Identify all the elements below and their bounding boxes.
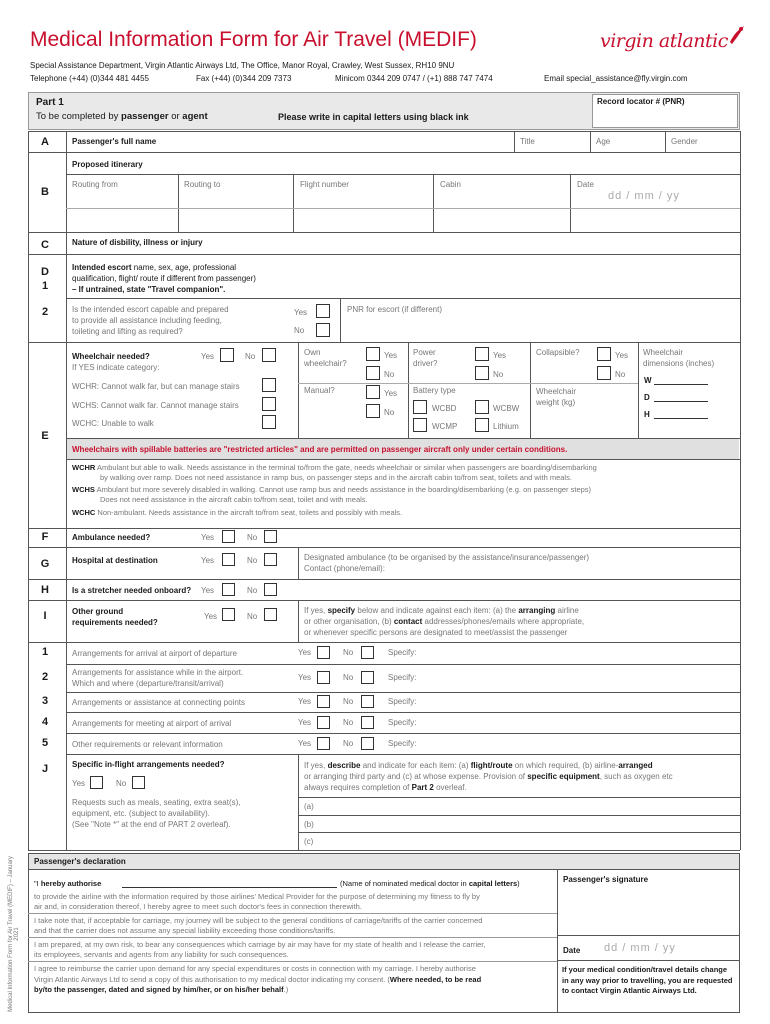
inflight-c-field[interactable] [318, 833, 738, 849]
age-field[interactable]: Age [596, 137, 611, 146]
ground-row-no-checkbox[interactable] [361, 646, 374, 659]
wchr-checkbox[interactable] [262, 378, 276, 392]
collapsible-label: Collapsible? [536, 348, 580, 357]
inflight-inst-1b: describe [327, 761, 361, 770]
ground-row-number: 2 [41, 671, 49, 683]
ground-row-no-label: No [343, 697, 354, 706]
collapsible-no-checkbox[interactable] [597, 366, 611, 380]
ground-row-number: 1 [41, 646, 49, 658]
ground-row-yes-checkbox[interactable] [317, 646, 330, 659]
section-d2-number: 2 [41, 306, 49, 318]
ground-row-yes-checkbox[interactable] [317, 695, 330, 708]
ground-req-1: Other ground [72, 607, 124, 616]
flight-number-label: Flight number [300, 180, 349, 189]
notice-2: in any way prior to travelling, you are requested [562, 975, 733, 985]
passenger-name-label: Passenger's full name [72, 137, 157, 146]
passenger-name-field[interactable] [66, 132, 514, 152]
decl-p2-1: I take note that, if acceptable for carriage, my journey will be subject to the general conditions of carriage/tariffs of the carrier concerned [34, 916, 483, 925]
ground-row-label [72, 648, 237, 659]
ground-inst-1d: arranging [518, 606, 556, 615]
ground-row-specify-field[interactable] [422, 665, 738, 691]
section-c-letter: C [41, 239, 49, 251]
subtitle-text: To be completed by [36, 111, 122, 122]
ground-row-specify-field[interactable] [422, 693, 738, 711]
wheelchair-needed-label: Wheelchair needed? [72, 352, 150, 361]
driver-word: driver? [413, 359, 438, 368]
gender-field[interactable]: Gender [671, 137, 698, 146]
inflight-b-label: (b) [304, 820, 314, 829]
inflight-b-field[interactable] [318, 816, 738, 832]
wcbw-checkbox[interactable] [475, 400, 489, 414]
escort-yes-label: Yes [294, 308, 308, 317]
decl-p3-1: I am prepared, at my own risk, to bear any consequences which carriage by air may have for my state of health and I release the carrier, [34, 940, 486, 949]
hospital-label: Hospital at destination [72, 556, 158, 565]
escort-pnr-field[interactable] [341, 316, 738, 340]
authorise-bold: hereby authorise [40, 879, 102, 888]
wchs-definition [72, 485, 732, 505]
ground-inst-1a: If yes, [304, 606, 328, 615]
ground-row-text: Arrangements for assistance while in the airport. [72, 668, 244, 677]
manual-no-checkbox[interactable] [366, 404, 380, 418]
inflight-inst-1a: If yes, [304, 761, 328, 770]
signature-label: Passenger's signature [563, 875, 649, 884]
wchs-option: WCHS: Cannot walk far. Cannot manage stairs [72, 401, 239, 410]
manual-label: Manual? [304, 386, 335, 395]
wchc-code: WCHC [72, 508, 96, 517]
inflight-inst-1f: arranged [618, 761, 653, 770]
dims-word-1: Wheelchair [643, 348, 684, 357]
part1-subtitle [36, 111, 208, 122]
stretcher-yes-checkbox[interactable] [222, 583, 235, 596]
ground-row-left-rule [66, 733, 67, 754]
authorise-pre: "I [34, 879, 41, 888]
inflight-inst-2b: specific equipment [527, 772, 600, 781]
wchc-checkbox[interactable] [262, 415, 276, 429]
ground-inst-1e: airline [555, 606, 579, 615]
signature-field[interactable] [558, 886, 739, 934]
contact-text: Contact (phone/email): [304, 564, 385, 573]
dim-w-field[interactable] [654, 384, 708, 385]
hospital-yes-label: Yes [201, 556, 215, 565]
escort-desc: name, sex, age, professional [131, 263, 237, 272]
escort-pnr-label: PNR for escort (if different) [347, 305, 442, 314]
spillable-battery-text: Wheelchairs with spillable batteries are "restricted articles" and are permitted on passenger aircraft only under certain conditions. [72, 445, 568, 454]
inflight-c-label: (c) [304, 837, 314, 846]
wchs-def-2: Does not need assistance in the aircraft cabin to/from seat, toilet and with meals. [100, 495, 368, 504]
decl-p1-1: to provide the airline with the information required by those airlines' Medical Provider for the purpose of determining my fitness to fly by [34, 892, 480, 901]
wchc-def-1: Non-ambulant. Needs assistance in the aircraft to/from seat, toilets and possibly with meals. [97, 508, 403, 517]
hospital-no-checkbox[interactable] [264, 553, 277, 566]
ground-inst-1b: specify [327, 606, 356, 615]
dim-w-label: W [644, 376, 652, 385]
power-yes-checkbox[interactable] [475, 347, 489, 361]
section-a-letter: A [41, 136, 49, 148]
power-no-checkbox[interactable] [475, 366, 489, 380]
inflight-label: Specific in-flight arrangements needed? [72, 760, 225, 769]
ground-row-yes-label: Yes [298, 717, 312, 727]
itinerary-row-2[interactable] [67, 210, 739, 230]
power-yes-label: Yes [493, 351, 507, 360]
ground-inst-1c: below and indicate against each item: (a) the [355, 606, 519, 615]
authorise-post [340, 879, 520, 888]
designated-text: Designated ambulance (to be organised by the assistance/insurance/passenger) [304, 553, 590, 562]
itinerary-row-1[interactable] [67, 188, 739, 207]
ground-row-divider [66, 754, 740, 755]
agent-word: agent [182, 111, 208, 122]
declaration-title: Passenger's declaration [34, 857, 126, 866]
stretcher-label: Is a stretcher needed onboard? [72, 586, 192, 595]
wheelchair-no-checkbox[interactable] [262, 348, 276, 362]
wheelchair-no-label: No [245, 352, 256, 361]
escort-label [72, 262, 312, 295]
wchr-definition [72, 463, 732, 483]
wheelchair-q-word: wheelchair? [304, 359, 347, 368]
ground-inst-2b: contact [393, 617, 423, 626]
ground-row-no-label: No [343, 738, 354, 748]
declaration-paragraph-3 [34, 940, 556, 960]
escort-yes-checkbox[interactable] [316, 304, 330, 318]
authorise-post-end: ) [517, 879, 520, 888]
inflight-inst-1d: flight/route [470, 761, 513, 770]
declaration-paragraph-1 [34, 892, 556, 912]
dim-d-label: D [644, 393, 650, 402]
record-locator-label: Record locator # (PNR) [597, 97, 685, 106]
section-d1-letter: D 1 [41, 266, 49, 292]
collapsible-no-label: No [615, 370, 626, 379]
ground-row-yes-label: Yes [298, 697, 312, 706]
inflight-inst-3c: overleaf. [433, 783, 467, 792]
wcbd-label: WCBD [432, 404, 457, 413]
ground-row-number: 3 [41, 695, 49, 707]
inflight-requests [72, 797, 241, 830]
hospital-yes-checkbox[interactable] [222, 553, 235, 566]
ground-row-specify-field[interactable] [422, 643, 738, 663]
inflight-instructions [304, 760, 738, 793]
date-label: Date [577, 180, 594, 189]
manual-no-label: No [384, 408, 395, 417]
fax: Fax (+44) (0)344 209 7373 [196, 74, 292, 83]
passenger-word: passenger [121, 111, 169, 122]
inflight-req-3: (See "Note *" at the end of PART 2 overleaf). [72, 820, 231, 829]
ground-row-yes-checkbox[interactable] [317, 716, 330, 729]
part1-title: Part 1 [36, 97, 64, 108]
ground-row-text: Arrangements for meeting at airport of arrival [72, 718, 232, 728]
stretcher-no-checkbox[interactable] [264, 583, 277, 596]
ground-row-yes-label: Yes [298, 738, 312, 748]
cabin-label: Cabin [440, 180, 461, 189]
decl-p2-2: and that the carrier does not assume any special liability exceeding those conditions/tariffs. [34, 926, 336, 935]
dims-word-2: dimensions (inches) [643, 359, 715, 368]
dimensions-label [643, 347, 714, 369]
escort-desc-2: qualification, flight/ route if different from passenger) [72, 274, 256, 283]
escort-no-checkbox[interactable] [316, 323, 330, 337]
inflight-req-2: equipment, etc. (subject to availability). [72, 809, 210, 818]
ground-row-specify-field[interactable] [422, 713, 738, 732]
ground-row-no-checkbox[interactable] [361, 671, 374, 684]
inflight-inst-1c: and indicate for each item: (a) [360, 761, 471, 770]
collapsible-yes-label: Yes [615, 351, 629, 360]
authorise-post-pre: (Name of nominated medical doctor in [340, 879, 469, 888]
power-word: Power [413, 348, 436, 357]
escort-field[interactable] [320, 256, 738, 296]
inflight-a-label: (a) [304, 802, 314, 811]
wchr-def-2: by walking over ramp. Does not need assistance in ramp bus, on passenger steps and in the aircraft cabin to/from seat, toilets and with meals. [100, 473, 572, 482]
own-word: Own [304, 348, 321, 357]
ground-inst-2c: addresses/phones/emails where appropriate, [422, 617, 585, 626]
inflight-inst-2a: or arranging third party and (c) at whose expense. Provision of [304, 772, 528, 781]
decl-p4-2b: Where needed, to be read [389, 974, 482, 984]
wchs-def-1: Ambulant but more severely disabled in walking. Cannot use ramp bus and needs assistance in the boarding/disembarking (e.g. on passenger steps) [96, 485, 592, 494]
section-j-letter: J [41, 763, 49, 775]
ground-instructions [304, 605, 736, 638]
manual-yes-checkbox[interactable] [366, 385, 380, 399]
doctor-name-field[interactable] [122, 887, 337, 888]
wheelchair-yes-checkbox[interactable] [220, 348, 234, 362]
ground-row-yes-label: Yes [298, 648, 312, 657]
wchr-option: WCHR: Cannot walk far, but can manage stairs [72, 382, 240, 391]
ambulance-no-checkbox[interactable] [264, 530, 277, 543]
declaration-date-field[interactable]: dd / mm / yy [604, 942, 676, 954]
inflight-yes-label: Yes [72, 779, 86, 788]
itinerary-date-field-1[interactable]: dd / mm / yy [608, 190, 680, 202]
ground-no-label: No [247, 612, 258, 621]
escort-capable-question [72, 304, 229, 337]
wcmp-checkbox[interactable] [413, 418, 427, 432]
ground-row-yes-label: Yes [298, 673, 312, 682]
own-wheelchair-yes-checkbox[interactable] [366, 347, 380, 361]
wchr-def-1: Ambulant but able to walk. Needs assistance in the terminal to/from the gate, needs wheelchair or similar when passengers are boarding/disembarking [97, 463, 597, 472]
wchs-code: WCHS [72, 485, 95, 494]
decl-p4-3-end: .) [283, 985, 289, 994]
escort-no-label: No [294, 326, 305, 335]
ground-no-checkbox[interactable] [264, 608, 277, 621]
hospital-no-label: No [247, 556, 258, 565]
dim-h-label: H [644, 410, 650, 419]
routing-to-label: Routing to [184, 180, 221, 189]
ground-row-left-rule [66, 712, 67, 733]
wchs-checkbox[interactable] [262, 397, 276, 411]
power-no-label: No [493, 370, 504, 379]
ground-row-no-checkbox[interactable] [361, 695, 374, 708]
email: Email special_assistance@fly.virgin.com [544, 74, 688, 83]
decl-p3-2: its employees, servants and agents from any liability for such consequences. [34, 950, 289, 959]
inflight-inst-3a: always requires completion of [304, 783, 412, 792]
routing-from-label: Routing from [72, 180, 118, 189]
own-wheelchair-label [304, 347, 347, 369]
inflight-a-field[interactable] [318, 798, 738, 815]
escort-q-3: toileting and lifting as required? [72, 327, 183, 336]
ambulance-label: Ambulance needed? [72, 533, 151, 542]
inflight-inst-2c: , such as oxygen etc [599, 772, 673, 781]
section-i-letter: I [43, 610, 47, 622]
ambulance-contact-field[interactable] [400, 562, 738, 577]
weight-word-2: weight (kg) [536, 398, 576, 407]
ground-req-2: requirements needed? [72, 618, 158, 627]
change-notice [562, 965, 738, 997]
ground-row-no-checkbox[interactable] [361, 716, 374, 729]
disability-field[interactable] [240, 233, 738, 253]
authorise-post-bold: capital letters [468, 879, 518, 888]
ground-row-text-2: Which and where (departure/transit/arrival) [72, 679, 224, 688]
ground-row-no-label: No [343, 673, 354, 682]
wcbd-checkbox[interactable] [413, 400, 427, 414]
ground-row-specify-label: Specify: [388, 738, 417, 748]
section-b-letter: B [41, 186, 49, 198]
ground-yes-label: Yes [204, 612, 218, 621]
decl-p4-1: I agree to reimburse the carrier upon demand for any special expenditures or costs in connection with my carriage. I hereby authorise [34, 964, 476, 973]
ground-row-label [72, 739, 223, 750]
own-wheelchair-no-checkbox[interactable] [366, 366, 380, 380]
ground-row-no-checkbox[interactable] [361, 737, 374, 750]
inflight-no-checkbox[interactable] [132, 776, 145, 789]
power-driver-label [413, 347, 437, 369]
ground-row-text: Arrangements for arrival at airport of departure [72, 649, 237, 658]
decl-p4-3: by/to the passenger, dated and signed by him/her, or on his/her behalf [34, 985, 284, 994]
side-form-id: Medical Information Form for Air Travel (MEDIF) – January 2021 [8, 856, 20, 1012]
itinerary-label: Proposed itinerary [72, 160, 143, 169]
escort-q-1: Is the intended escort capable and prepared [72, 305, 229, 314]
wheelchair-weight-label [536, 386, 576, 408]
virgin-atlantic-logo [598, 24, 748, 56]
ground-row-no-label: No [343, 648, 354, 657]
wcmp-label: WCMP [432, 422, 458, 431]
wcbw-label: WCBW [493, 404, 520, 413]
ambulance-yes-label: Yes [201, 533, 215, 542]
ground-row-label [72, 697, 245, 708]
stretcher-yes-label: Yes [201, 586, 215, 595]
wchc-definition [72, 508, 732, 517]
inflight-yes-checkbox[interactable] [90, 776, 103, 789]
declaration-paragraph-2 [34, 916, 556, 936]
ground-row-left-rule [66, 642, 67, 664]
disability-label: Nature of disbility, illness or injury [72, 238, 203, 247]
notice-3: to contact Virgin Atlantic Airways Ltd. [562, 986, 697, 995]
ground-requirements-label [72, 606, 158, 628]
ground-inst-3: or whenever specific persons are designated to meet/assist the passenger [304, 628, 568, 637]
ground-row-left-rule [66, 664, 67, 692]
stretcher-no-label: No [247, 586, 258, 595]
ground-row-left-rule [66, 692, 67, 712]
minicom: Minicom 0344 209 0747 / (+1) 888 747 7474 [335, 74, 493, 83]
capital-letters-note: Please write in capital letters using black ink [278, 112, 469, 122]
decl-p1-2: air and, in consideration thereof, I hereby agree to meet such doctor's fees in connection therewith. [34, 902, 362, 911]
lithium-checkbox[interactable] [475, 418, 489, 432]
inflight-inst-3b: Part 2 [411, 783, 434, 792]
wchc-option: WCHC: Unable to walk [72, 419, 154, 428]
dim-h-field[interactable] [654, 418, 708, 419]
own-wheelchair-no-label: No [384, 370, 395, 379]
declaration-header [29, 854, 739, 869]
ground-inst-2a: or other organisation, (b) [304, 617, 394, 626]
ground-row-label [72, 718, 231, 729]
manual-yes-label: Yes [384, 389, 398, 398]
section-g-letter: G [40, 558, 50, 570]
notice-1: If your medical condition/travel details change [562, 965, 728, 974]
weight-word-1: Wheelchair [536, 387, 577, 396]
ground-row-number: 4 [41, 715, 49, 728]
ground-row-text: Arrangements or assistance at connecting points [72, 698, 245, 707]
ground-row-specify-label: Specify: [388, 673, 417, 682]
ground-row-text: Other requirements or relevant information [72, 739, 223, 749]
declaration-paragraph-4 [34, 964, 556, 996]
ground-row-number: 5 [41, 736, 49, 749]
ambulance-yes-checkbox[interactable] [222, 530, 235, 543]
declaration-date-label: Date [563, 946, 581, 955]
ground-row-no-label: No [343, 717, 354, 727]
telephone: Telephone (+44) (0)344 481 4455 [30, 74, 149, 83]
inflight-req-1: Requests such as meals, seating, extra seat(s), [72, 798, 241, 807]
dim-d-field[interactable] [654, 401, 708, 402]
inflight-no-label: No [116, 779, 127, 788]
brand-name: virgin atlantic [600, 30, 728, 52]
address-line: Special Assistance Department, Virgin Atlantic Airways Ltd, The Office, Manor Royal, Crawley, West Sussex, RH10 9NU [30, 61, 455, 70]
collapsible-yes-checkbox[interactable] [597, 347, 611, 361]
battery-type-label: Battery type [413, 386, 456, 395]
wheelchair-yes-label: Yes [201, 352, 215, 361]
ground-row-yes-checkbox[interactable] [317, 671, 330, 684]
or-word: or [168, 111, 183, 122]
ground-row-label [72, 667, 243, 689]
flying-lady-icon [726, 24, 746, 46]
ground-row-specify-label: Specify: [388, 697, 417, 706]
escort-desc-3: – If untrained, state "Travel companion". [72, 285, 226, 294]
ground-row-specify-label: Specify: [388, 717, 417, 727]
lithium-label: Lithium [493, 422, 519, 431]
inflight-inst-1e: on which required, (b) airline- [512, 761, 619, 770]
section-f-letter: F [41, 531, 49, 543]
decl-p4-2: Virgin Atlantic Airways Ltd to send a copy of this authorisation to my medical doctor indicating my consent. ( [34, 974, 390, 984]
ground-row-specify-label: Specify: [388, 648, 417, 657]
indicate-category-label: If YES indicate category: [72, 363, 160, 372]
ground-yes-checkbox[interactable] [222, 608, 235, 621]
escort-q-2: to provide all assistance including feeding, [72, 316, 222, 325]
ambulance-no-label: No [247, 533, 258, 542]
section-h-letter: H [41, 584, 49, 596]
escort-title: Intended escort [72, 263, 132, 272]
own-wheelchair-yes-label: Yes [384, 351, 398, 360]
title-field[interactable]: Title [520, 137, 535, 146]
form-title: Medical Information Form for Air Travel (MEDIF) [30, 28, 477, 51]
section-e-letter: E [41, 430, 49, 442]
ground-row-yes-checkbox[interactable] [317, 737, 330, 750]
wchr-code: WCHR [72, 463, 96, 472]
ground-row-specify-field[interactable] [422, 734, 738, 753]
